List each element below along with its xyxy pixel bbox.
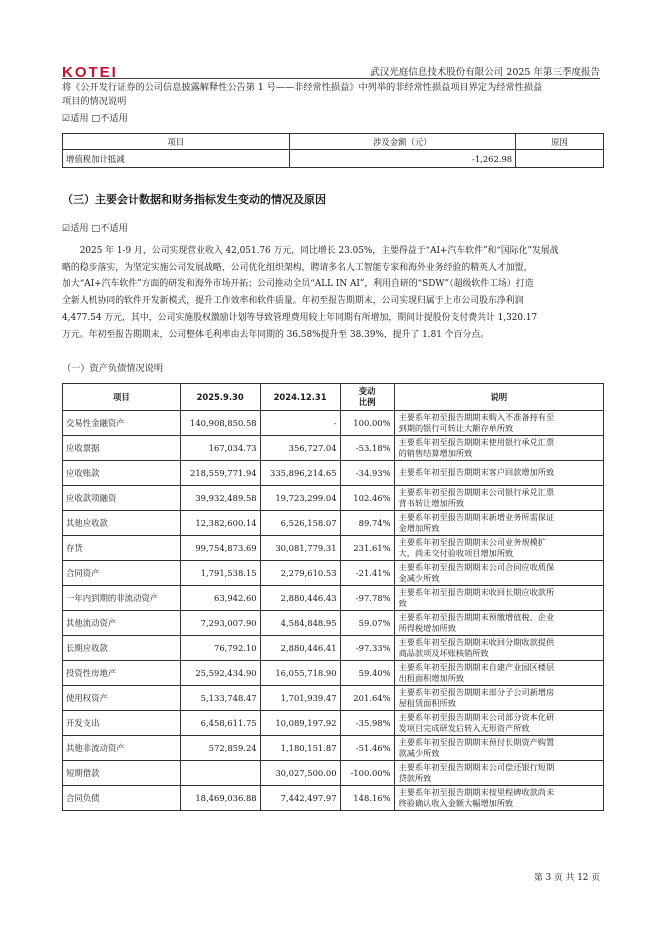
col-header-amount: 涉及金额（元） (289, 134, 516, 150)
desc-line-2: 致 (398, 598, 407, 608)
cell-desc (394, 661, 603, 686)
cell-item: 应收账款 (63, 461, 181, 486)
desc-line-1: 主要系年初至报告期期末公司合同应收质保 (398, 561, 555, 572)
desc-line-2: 终验确认收入金额大幅增加所致 (398, 798, 514, 808)
cell-desc (394, 486, 603, 511)
cell-item: 其他流动资产 (63, 611, 181, 636)
table-row (63, 686, 604, 711)
cell-2025: 39,932,489.58 (180, 486, 260, 511)
desc-line-2: 所得税增加所致 (398, 623, 456, 633)
table-row (63, 786, 604, 811)
col-header-2025: 2025.9.30 (180, 384, 260, 411)
desc-line-2: 金增加所致 (398, 523, 440, 533)
cell-2024: 4,584,848.95 (260, 611, 340, 636)
cell-2024: 2,880,446.43 (260, 586, 340, 611)
nonrecurring-table (62, 133, 604, 168)
cell-2024: 2,279,610.53 (260, 561, 340, 586)
cell-desc (394, 636, 603, 661)
cell-change: -97.78% (340, 586, 394, 611)
cell-change: -100.00% (340, 761, 394, 786)
cell-item: 开发支出 (63, 711, 181, 736)
desc-line-1: 主要系年初至报告期期末收回长期应收款所 (398, 586, 555, 597)
cell-2025: 7,293,007.90 (180, 611, 260, 636)
col-header-desc: 说明 (394, 384, 603, 411)
col-header-change (340, 384, 394, 411)
cell-desc (394, 536, 603, 561)
col-header-item: 项目 (63, 134, 290, 150)
table-row (63, 636, 604, 661)
table-row (63, 536, 604, 561)
cell-2025: 6,458,611.75 (180, 711, 260, 736)
cell-item: 短期借款 (63, 761, 181, 786)
cell-2025: 25,592,434.90 (180, 661, 260, 686)
table-row (63, 436, 604, 461)
cell-2024: 30,081,779.31 (260, 536, 340, 561)
analysis-paragraph (62, 243, 604, 343)
change-label-1: 变动 (358, 386, 376, 396)
desc-line-2: 商品款项及坏账核销所致 (398, 648, 489, 658)
table-row (63, 661, 604, 686)
cell-item: 其他非流动资产 (63, 736, 181, 761)
cell-2025: 167,034.73 (180, 436, 260, 461)
cell-2024: 1,701,939.47 (260, 686, 340, 711)
cell-change: 102.46% (340, 486, 394, 511)
desc-line-2: 贷款所致 (398, 773, 432, 783)
cell-2024: 19,723,299.04 (260, 486, 340, 511)
cell-2024: 7,442,497.97 (260, 786, 340, 811)
cell-change: 59.07% (340, 611, 394, 636)
applicable-check-2: ☑适用 □不适用 (62, 223, 128, 234)
cell-2025: 140,908,850.58 (180, 411, 260, 436)
cell-item: 存货 (63, 536, 181, 561)
table-header-row (63, 134, 604, 150)
cell-2025: 76,792.10 (180, 636, 260, 661)
paragraph-line: 加大“AI+汽车软件”方面的研发和海外市场开拓；公司推动全员“ALL IN AI”，利用自研的“SDW”（超级软件工场）打造 (62, 279, 534, 290)
cell-desc (394, 786, 603, 811)
cell-2024: 335,896,214.65 (260, 461, 340, 486)
cell-reason (516, 150, 604, 168)
table-row (63, 511, 604, 536)
cell-2025: 5,133,748.47 (180, 686, 260, 711)
col-header-item: 项目 (63, 384, 181, 411)
report-title: 武汉光庭信息技术股份有限公司 2025 年第三季度报告 (370, 67, 600, 78)
cell-change: 89.74% (340, 511, 394, 536)
cell-2024: 2,880,446.41 (260, 636, 340, 661)
cell-2025: 18,469,036.88 (180, 786, 260, 811)
cell-desc (394, 686, 603, 711)
cell-change: 100.00% (340, 411, 394, 436)
desc-line-1: 主要系年初至报告期期末自建产业园区楼层 (398, 661, 555, 672)
paragraph-line: 2025 年 1-9 月，公司实现营业收入 42,051.76 万元，同比增长 23.05%，主要得益于“AI+汽车软件”和“国际化”发展战 (62, 246, 559, 256)
page-number: 第 3 页 共 12 页 (534, 873, 600, 883)
cell-2025: 63,942.60 (180, 586, 260, 611)
balance-sheet-table (62, 383, 604, 811)
cell-item: 应收款项融资 (63, 486, 181, 511)
desc-line-1: 主要系年初至报告期期末购入不准备持有至 (398, 411, 555, 422)
cell-desc (394, 586, 603, 611)
desc-line-2: 发项目完成研发后转入无形资产所致 (398, 723, 530, 733)
intro-line-1: 将《公开发行证券的公司信息披露解释性公告第 1 号——非经常性损益》中列举的非经常性损益项目界定为经常性损益 (62, 82, 543, 93)
desc-line-2: 屋租赁面积所致 (398, 698, 456, 708)
cell-change: 148.16% (340, 786, 394, 811)
cell-desc (394, 611, 603, 636)
paragraph-line: 略的稳步落实，为坚定实施公司发展战略，公司优化组织架构，聘请多名人工智能专家和海外业务经验的精英人才加盟， (62, 262, 533, 273)
cell-2024: - (260, 411, 340, 436)
desc-line-1: 主要系年初至报告期期末预付长期资产购置 (398, 736, 555, 747)
desc-line-1: 主要系年初至报告期期末预缴增值税、企业 (398, 611, 555, 622)
desc-line-1: 主要系年初至报告期期末部分子公司新增房 (398, 686, 555, 697)
cell-desc (394, 511, 603, 536)
col-header-reason: 原因 (516, 134, 604, 150)
desc-line-1: 主要系年初至报告期期末公司业务规模扩 (398, 536, 546, 547)
desc-line-1: 主要系年初至报告期期末按里程碑收款尚未 (398, 786, 555, 797)
table-row (63, 561, 604, 586)
cell-2024: 10,089,197.92 (260, 711, 340, 736)
cell-2025: 572,859.24 (180, 736, 260, 761)
table-row (63, 761, 604, 786)
section-heading: （三）主要会计数据和财务指标发生变动的情况及原因 (62, 193, 326, 206)
company-logo: KOTEI (62, 64, 118, 81)
cell-item: 合同负债 (63, 786, 181, 811)
desc-line-2: 的销售结算增加所致 (398, 448, 473, 458)
desc-line-1: 主要系年初至报告期期末新增业务所需保证 (398, 511, 555, 522)
cell-2025: 218,559,771.94 (180, 461, 260, 486)
desc-line-1: 主要系年初至报告期期末客户回款增加所致 (398, 467, 555, 478)
table-row (63, 736, 604, 761)
cell-2024: 30,027,500.00 (260, 761, 340, 786)
cell-item: 长期应收款 (63, 636, 181, 661)
cell-desc (394, 561, 603, 586)
cell-desc (394, 411, 603, 436)
cell-2025: 1,791,538.15 (180, 561, 260, 586)
table-row (63, 411, 604, 436)
cell-change: -21.41% (340, 561, 394, 586)
change-label-2: 比例 (358, 397, 376, 407)
cell-desc (394, 761, 603, 786)
table-row (63, 586, 604, 611)
desc-line-2: 大，尚未交付验收项目增加所致 (398, 548, 514, 558)
cell-2025: 99,754,873.69 (180, 536, 260, 561)
cell-change: -35.98% (340, 711, 394, 736)
cell-2024: 16,055,718.90 (260, 661, 340, 686)
cell-item: 其他应收款 (63, 511, 181, 536)
desc-line-1: 主要系年初至报告期期末公司部分资本化研 (398, 711, 555, 722)
cell-desc (394, 461, 603, 486)
cell-item: 投资性房地产 (63, 661, 181, 686)
desc-line-2: 到期的银行可转让大额存单所致 (398, 423, 514, 433)
cell-item: 合同资产 (63, 561, 181, 586)
paragraph-line: 万元。年初至报告期期末，公司整体毛利率由去年同期的 36.58%提升至 38.39%，提升了 1.81 个百分点。 (62, 329, 490, 340)
header-divider (62, 78, 600, 79)
applicable-check-1: ☑适用 □不适用 (62, 113, 128, 124)
table-header-row (63, 384, 604, 411)
cell-desc (394, 711, 603, 736)
cell-2025 (180, 761, 260, 786)
desc-line-1: 主要系年初至报告期期末公司银行承兑汇票 (398, 486, 555, 497)
desc-line-2: 款减少所致 (398, 748, 440, 758)
table-row (63, 486, 604, 511)
cell-2024: 1,180,151.87 (260, 736, 340, 761)
table-row (63, 461, 604, 486)
cell-change: 201.64% (340, 686, 394, 711)
cell-change: -53.18% (340, 436, 394, 461)
cell-change: -51.46% (340, 736, 394, 761)
paragraph-line: 4,477.54 万元，其中，公司实施股权激励计划等导致管理费用较上年同期有所增加，期间计提股份支付费共计 1,320.17 (62, 312, 538, 323)
cell-change: 231.61% (340, 536, 394, 561)
table-row (63, 150, 604, 168)
table-row (63, 611, 604, 636)
desc-line-1: 主要系年初至报告期期末收回分期收款提供 (398, 636, 555, 647)
cell-item: 应收票据 (63, 436, 181, 461)
cell-desc (394, 436, 603, 461)
subsection-heading: （一）资产负债情况说明 (62, 363, 164, 374)
desc-line-2: 金减少所致 (398, 573, 440, 583)
paragraph-line: 全新人机协同的软件开发新模式，提升工作效率和软件质量。年初至报告期期末，公司实现归属于上市公司股东净利润 (62, 296, 524, 307)
desc-line-2: 背书转让增加所致 (398, 498, 465, 508)
cell-item: 交易性金融资产 (63, 411, 181, 436)
table-row (63, 711, 604, 736)
cell-desc (394, 736, 603, 761)
cell-2024: 6,526,158.07 (260, 511, 340, 536)
cell-item: 使用权资产 (63, 686, 181, 711)
cell-change: 59.40% (340, 661, 394, 686)
cell-2025: 12,382,600.14 (180, 511, 260, 536)
col-header-2024: 2024.12.31 (260, 384, 340, 411)
desc-line-2: 出租面积增加所致 (398, 673, 465, 683)
cell-item: 增值税加计抵减 (63, 150, 290, 168)
cell-2024: 356,727.04 (260, 436, 340, 461)
desc-line-1: 主要系年初至报告期期末使用银行承兑汇票 (398, 436, 555, 447)
cell-item: 一年内到期的非流动资产 (63, 586, 181, 611)
cell-amount: -1,262.98 (289, 150, 516, 168)
cell-change: -34.93% (340, 461, 394, 486)
desc-line-1: 主要系年初至报告期期末公司偿还银行短期 (398, 761, 555, 772)
intro-line-2: 项目的情况说明 (62, 96, 127, 107)
cell-change: -97.33% (340, 636, 394, 661)
